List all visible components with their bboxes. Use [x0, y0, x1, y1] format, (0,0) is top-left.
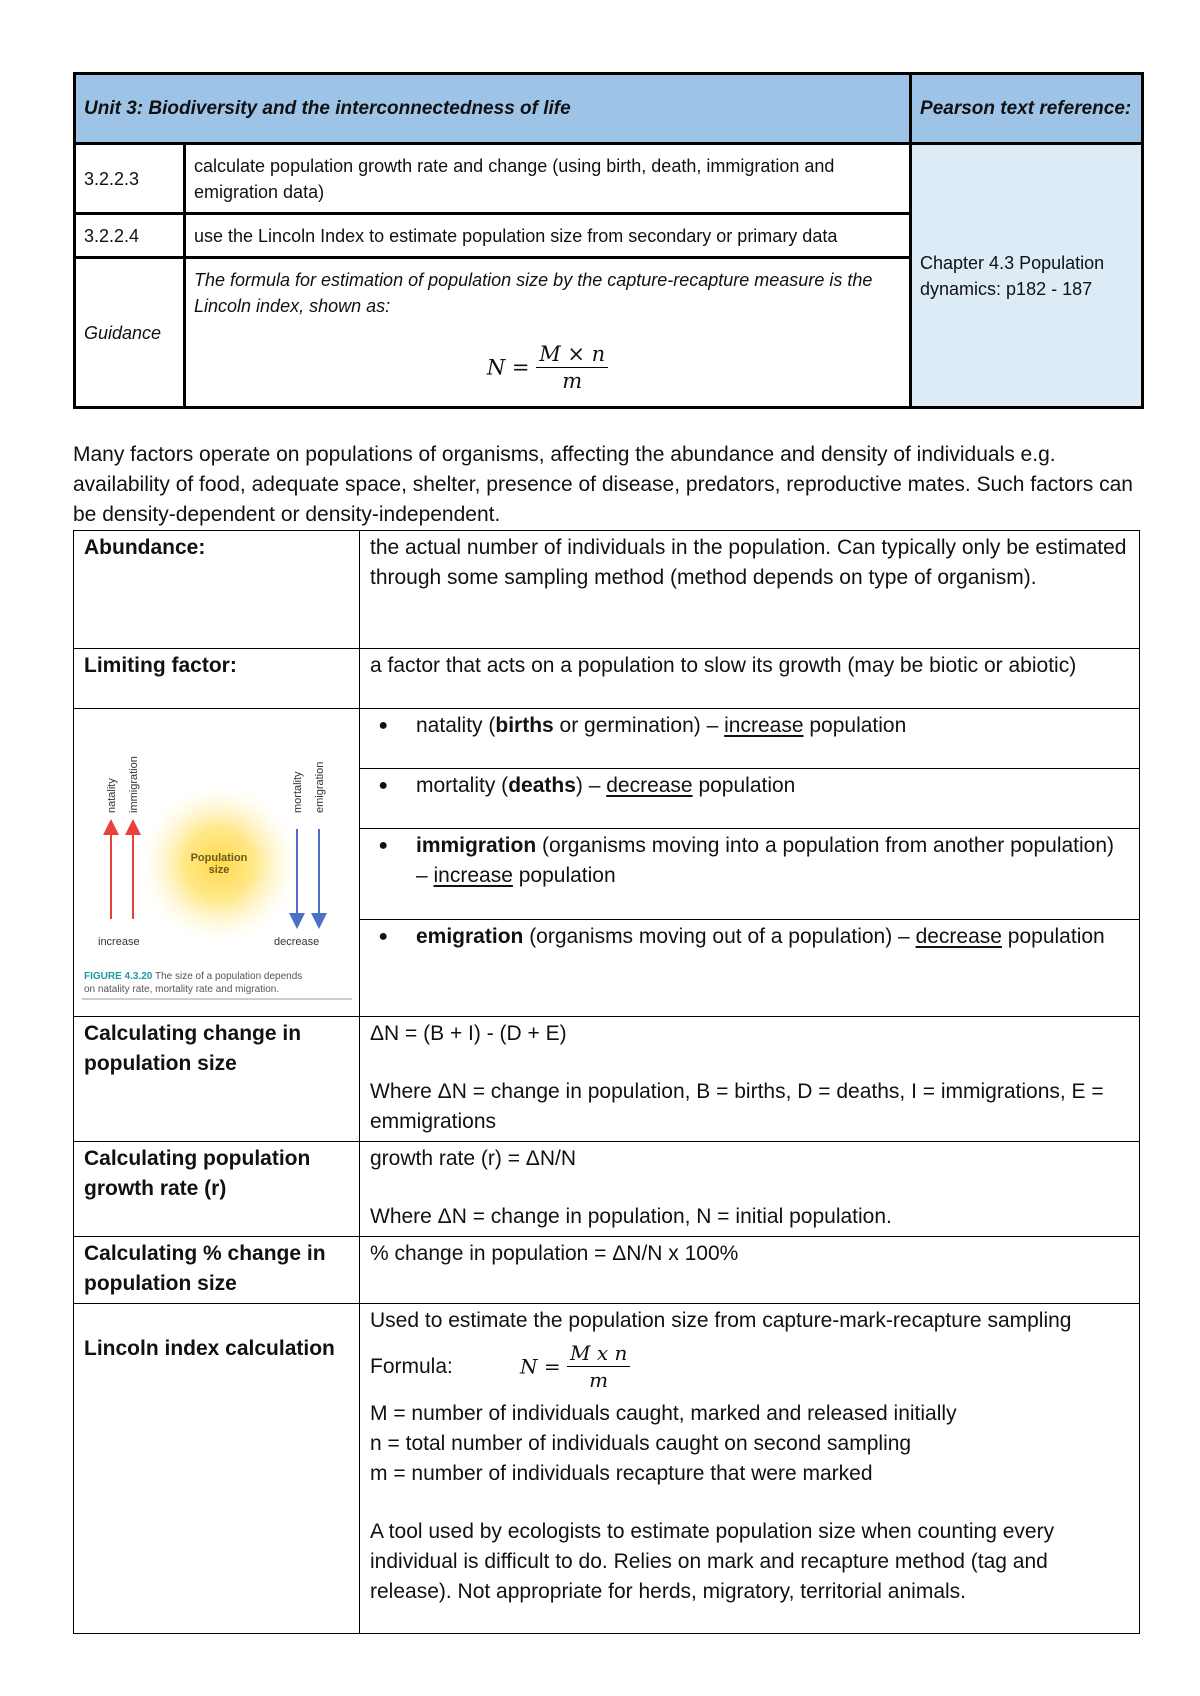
population-figure-cell	[74, 709, 360, 1017]
formula-numerator: M x n	[567, 1340, 630, 1367]
bullet-underline: increase	[724, 714, 804, 737]
bullet-text: (organisms moving out of a population) –	[523, 924, 916, 948]
bullet-bold: births	[495, 714, 554, 737]
bullet-underline: increase	[433, 863, 513, 887]
formula-lhs: N =	[520, 1354, 561, 1379]
bullet-text: mortality (	[416, 773, 509, 797]
syllabus-table	[73, 72, 1144, 409]
population-size-figure	[74, 709, 360, 1007]
lincoln-variable: m = number of individuals recapture that were marked	[370, 1462, 873, 1485]
bullet-bold: immigration	[416, 833, 537, 857]
decrease-label: decrease	[274, 936, 320, 948]
bullet-underline: decrease	[915, 924, 1002, 948]
change-where: Where ΔN = change in population, B = births, D = deaths, I = immigrations, E = emmigrations	[370, 1080, 1104, 1133]
growth-rate-cell	[360, 1142, 1140, 1237]
figure-center-label: size	[208, 864, 230, 876]
unit-title: Unit 3: Biodiversity and the interconnectedness of life	[75, 74, 911, 144]
formula-denominator: m	[562, 369, 583, 393]
figure-caption-line2: on natality rate, mortality rate and migration.	[84, 984, 280, 995]
list-item	[370, 771, 1129, 801]
chapter-reference: Chapter 4.3 Population dynamics: p182 - 187	[911, 144, 1143, 408]
guidance-label: Guidance	[75, 258, 185, 408]
outcome-code: 3.2.2.3	[75, 144, 185, 214]
limiting-factor-label: Limiting factor:	[74, 649, 360, 709]
guidance-text: The formula for estimation of population size by the capture-recapture measure is the Lincoln index, shown as:	[194, 270, 873, 316]
lincoln-intro: Used to estimate the population size from capture-mark-recapture sampling	[370, 1309, 1072, 1332]
growth-rate-formula: growth rate (r) = ΔN/N	[370, 1147, 576, 1170]
figure-center-label: Population	[190, 852, 248, 864]
intro-paragraph: Many factors operate on populations of organisms, affecting the abundance and density of individuals e.g. availability of food, adequate space, shelter, presence of disease, predators, reproductive mates. Such factors can be density-dependent or density-independent.	[73, 443, 1133, 526]
outcome-text: calculate population growth rate and change (using birth, death, immigration and emigration data)	[185, 144, 911, 214]
lincoln-formula	[194, 341, 901, 394]
pearson-reference-header: Pearson text reference:	[911, 74, 1143, 144]
figure-caption-number: FIGURE 4.3.20	[84, 971, 153, 982]
lincoln-label: Lincoln index calculation	[74, 1304, 360, 1634]
figure-caption-text: The size of a population depends	[152, 971, 303, 982]
bullet-bold: emigration	[416, 924, 524, 948]
bullet-icon: ●	[378, 836, 388, 854]
guidance-cell	[185, 258, 911, 408]
formula-denominator: m	[589, 1368, 609, 1392]
bullet-text: (organisms moving into a population from another population) –	[416, 833, 1115, 887]
bullet-icon: ●	[378, 776, 388, 794]
lincoln-note: A tool used by ecologists to estimate population size when counting every individual is difficult to do. Relies on mark and recapture method (tag and release). Not appropriate for herds, migratory, territorial animals.	[370, 1520, 1055, 1603]
bullet-text: ) –	[575, 773, 607, 797]
outcome-text: use the Lincoln Index to estimate population size from secondary or primary data	[185, 214, 911, 258]
list-item	[370, 711, 1129, 741]
lincoln-variable: n = total number of individuals caught on second sampling	[370, 1432, 912, 1455]
bullet-text: natality (	[416, 714, 496, 737]
growth-rate-where: Where ΔN = change in population, N = initial population.	[370, 1205, 892, 1228]
lincoln-cell	[360, 1304, 1140, 1634]
immigration-bullet-cell	[360, 828, 1140, 919]
natality-bullet-cell	[360, 709, 1140, 769]
bullet-text: population	[512, 863, 616, 887]
formula-fraction	[567, 1340, 630, 1393]
increase-label: increase	[98, 936, 140, 948]
emigration-bullet-cell	[360, 919, 1140, 1016]
change-formula: ΔN = (B + I) - (D + E)	[370, 1022, 567, 1045]
mortality-label: mortality	[292, 771, 304, 813]
lincoln-variable: M = number of individuals caught, marked and released initially	[370, 1402, 957, 1425]
bullet-icon: ●	[378, 717, 388, 734]
bullet-bold: deaths	[508, 773, 576, 797]
natality-label: natality	[106, 778, 118, 813]
outcome-code: 3.2.2.4	[75, 214, 185, 258]
change-cell	[360, 1017, 1140, 1142]
immigration-label: immigration	[128, 756, 140, 813]
bullet-text: or germination) –	[553, 714, 725, 737]
lincoln-formula-row	[370, 1340, 1129, 1393]
limiting-factor-definition: a factor that acts on a population to slow its growth (may be biotic or abiotic)	[360, 649, 1140, 709]
figure-caption	[84, 971, 302, 982]
bullet-text: population	[1001, 924, 1105, 948]
formula-fraction	[536, 341, 608, 394]
emigration-label: emigration	[314, 761, 326, 813]
mortality-bullet-cell	[360, 768, 1140, 828]
percent-change-label: Calculating % change in population size	[74, 1237, 360, 1304]
definitions-table	[73, 530, 1140, 1634]
formula-numerator: M × n	[536, 341, 608, 368]
list-item	[370, 922, 1129, 952]
list-item	[370, 831, 1129, 891]
bullet-underline: decrease	[606, 773, 693, 797]
formula-lhs: N =	[486, 355, 530, 380]
bullet-text: population	[692, 773, 796, 797]
formula-label: Formula:	[370, 1354, 453, 1378]
change-label: Calculating change in population size	[74, 1017, 360, 1142]
bullet-text: population	[803, 714, 907, 737]
lincoln-formula	[520, 1340, 630, 1393]
growth-rate-label: Calculating population growth rate (r)	[74, 1142, 360, 1237]
percent-change-formula: % change in population = ΔN/N x 100%	[360, 1237, 1140, 1304]
abundance-label: Abundance:	[74, 531, 360, 649]
bullet-icon: ●	[378, 927, 388, 945]
abundance-definition: the actual number of individuals in the population. Can typically only be estimated through some sampling method (method depends on type of organism).	[360, 531, 1140, 649]
